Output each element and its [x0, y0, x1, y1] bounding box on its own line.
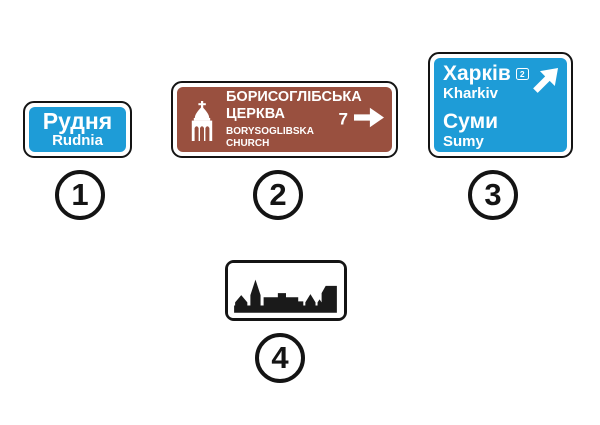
sign-1-title: Рудня	[42, 107, 113, 134]
town-silhouette-icon	[228, 263, 344, 318]
sign-2-field	[177, 87, 392, 152]
item-number-3-label: 3	[484, 176, 502, 212]
route-number-badge: 2	[516, 68, 529, 80]
sign-3-destination-2-latin: Sumy	[443, 133, 484, 151]
item-number-2	[253, 170, 303, 220]
item-number-4-label: 4	[271, 339, 289, 375]
sign-4-built-up-area	[225, 260, 347, 321]
item-number-3	[468, 170, 518, 220]
sign-3-directions	[428, 52, 573, 158]
item-number-4	[255, 333, 305, 383]
item-number-1	[55, 170, 105, 220]
sign-3-field	[434, 58, 567, 152]
church-icon	[187, 101, 217, 141]
sign-4-field	[228, 263, 344, 318]
sign-1-place-name	[23, 101, 132, 158]
right-arrow-icon	[354, 107, 384, 132]
sign-3-destination-1: Харків	[443, 62, 511, 85]
sign-2-distance-row	[339, 107, 384, 132]
sign-1-subtitle: Rudnia	[52, 131, 103, 149]
sign-2-title-line2: ЦЕРКВА	[226, 105, 286, 122]
item-number-1-label: 1	[71, 176, 89, 212]
sign-2-tourist-attraction	[171, 81, 398, 158]
sign-2-subtitle-line1: BORYSOGLIBSKA	[226, 125, 314, 137]
up-right-arrow-icon	[528, 62, 564, 103]
sign-1-field	[29, 107, 126, 152]
sign-2-distance-value: 7	[338, 109, 348, 129]
item-number-2-label: 2	[269, 176, 287, 212]
sign-3-destination-1-latin: Kharkiv	[443, 84, 499, 102]
sign-3-destination-2: Суми	[443, 110, 499, 134]
sign-2-title-line1: БОРИСОГЛІБСЬКА	[226, 89, 362, 106]
sign-2-subtitle-line2: CHURCH	[226, 137, 270, 149]
